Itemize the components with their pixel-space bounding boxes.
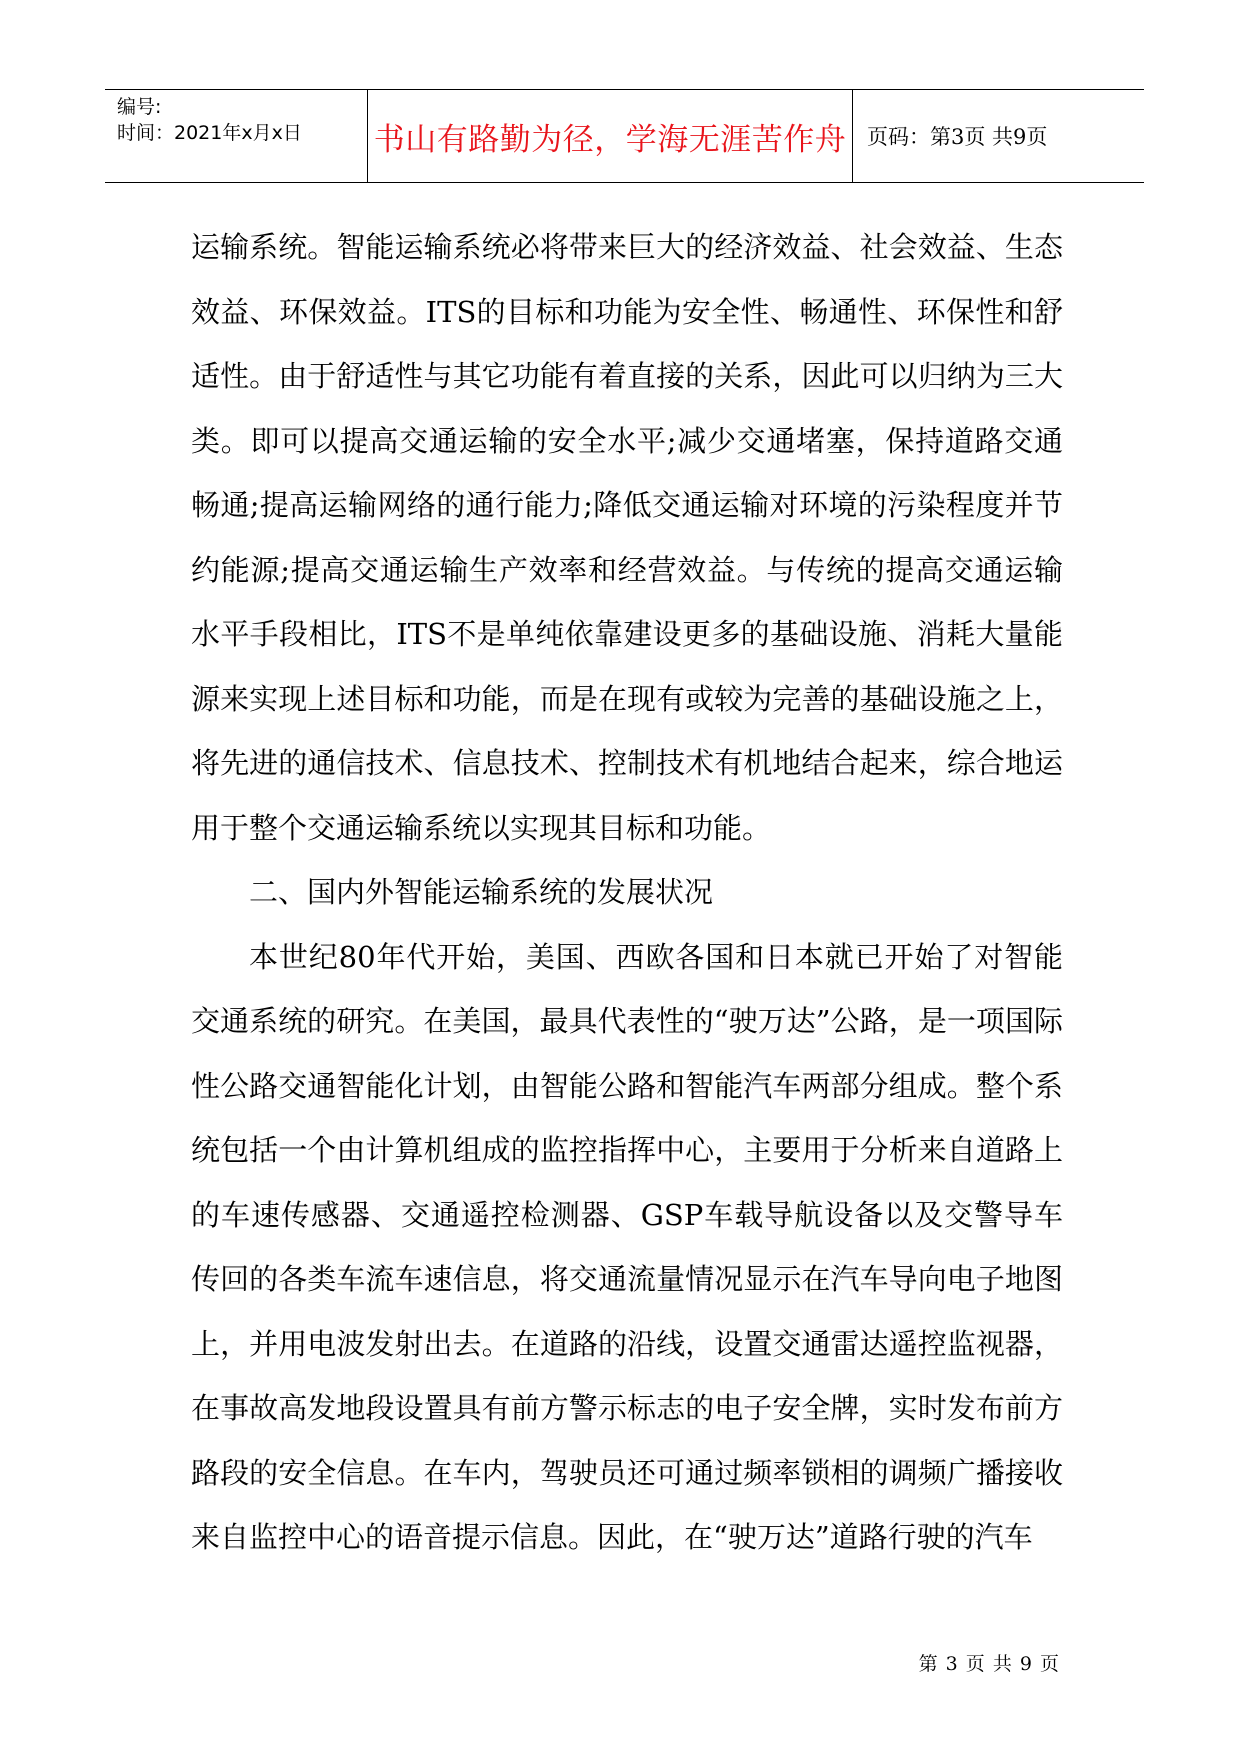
header-slogan-cell [368, 90, 853, 182]
document-body [191, 215, 1063, 1570]
time-label: 时间：2021年x月x日 [117, 122, 302, 144]
section-heading: 二、国内外智能运输系统的发展状况 [249, 875, 714, 909]
page-header [105, 89, 1144, 183]
header-page-cell [853, 90, 1144, 182]
header-slogan: 书山有路勤为径，学海无涯苦作舟 [373, 121, 847, 158]
header-page-code: 页码：第3页 共9页 [867, 125, 1048, 149]
body-paragraph: 运输系统。智能运输系统必将带来巨大的经济效益、社会效益、生态效益、环保效益。ITS的目标和功能为安全性、畅通性、环保性和舒适性。由于舒适性与其它功能有着直接的关系，因此可以归纳为三大类。即可以提高交通运输的安全水平;减少交通堵塞，保持道路交通畅通;提高运输网络的通行能力;降低交通运输对环境的污染程度并节约能源;提高交通运输生产效率和经营效益。与传统的提高交通运输水平手段相比，ITS不是单纯依靠建设更多的基础设施、消耗大量能源来实现上述目标和功能，而是在现有或较为完善的基础设施之上，将先进的通信技术、信息技术、控制技术有机地结合起来，综合地运用于整个交通运输系统以实现其目标和功能。 [191, 230, 1063, 845]
body-paragraph: 本世纪80年代开始，美国、西欧各国和日本就已开始了对智能交通系统的研究。在美国，最具代表性的“驶万达”公路，是一项国际性公路交通智能化计划，由智能公路和智能汽车两部分组成。整个系统包括一个由计算机组成的监控指挥中心，主要用于分析来自道路上的车速传感器、交通遥控检测器、GSP车载导航设备以及交警导车传回的各类车流车速信息，将交通流量情况显示在汽车导向电子地图上，并用电波发射出去。在道路的沿线，设置交通雷达遥控监视器，在事故高发地段设置具有前方警示标志的电子安全牌，实时发布前方路段的安全信息。在车内，驾驶员还可通过频率锁相的调频广播接收来自监控中心的语音提示信息。因此，在“驶万达”道路行驶的汽车 [191, 939, 1063, 1554]
page-footer: 第 3 页 共 9 页 [918, 1653, 1060, 1675]
header-info-cell [105, 90, 368, 182]
serial-number-label: 编号: [117, 96, 162, 118]
